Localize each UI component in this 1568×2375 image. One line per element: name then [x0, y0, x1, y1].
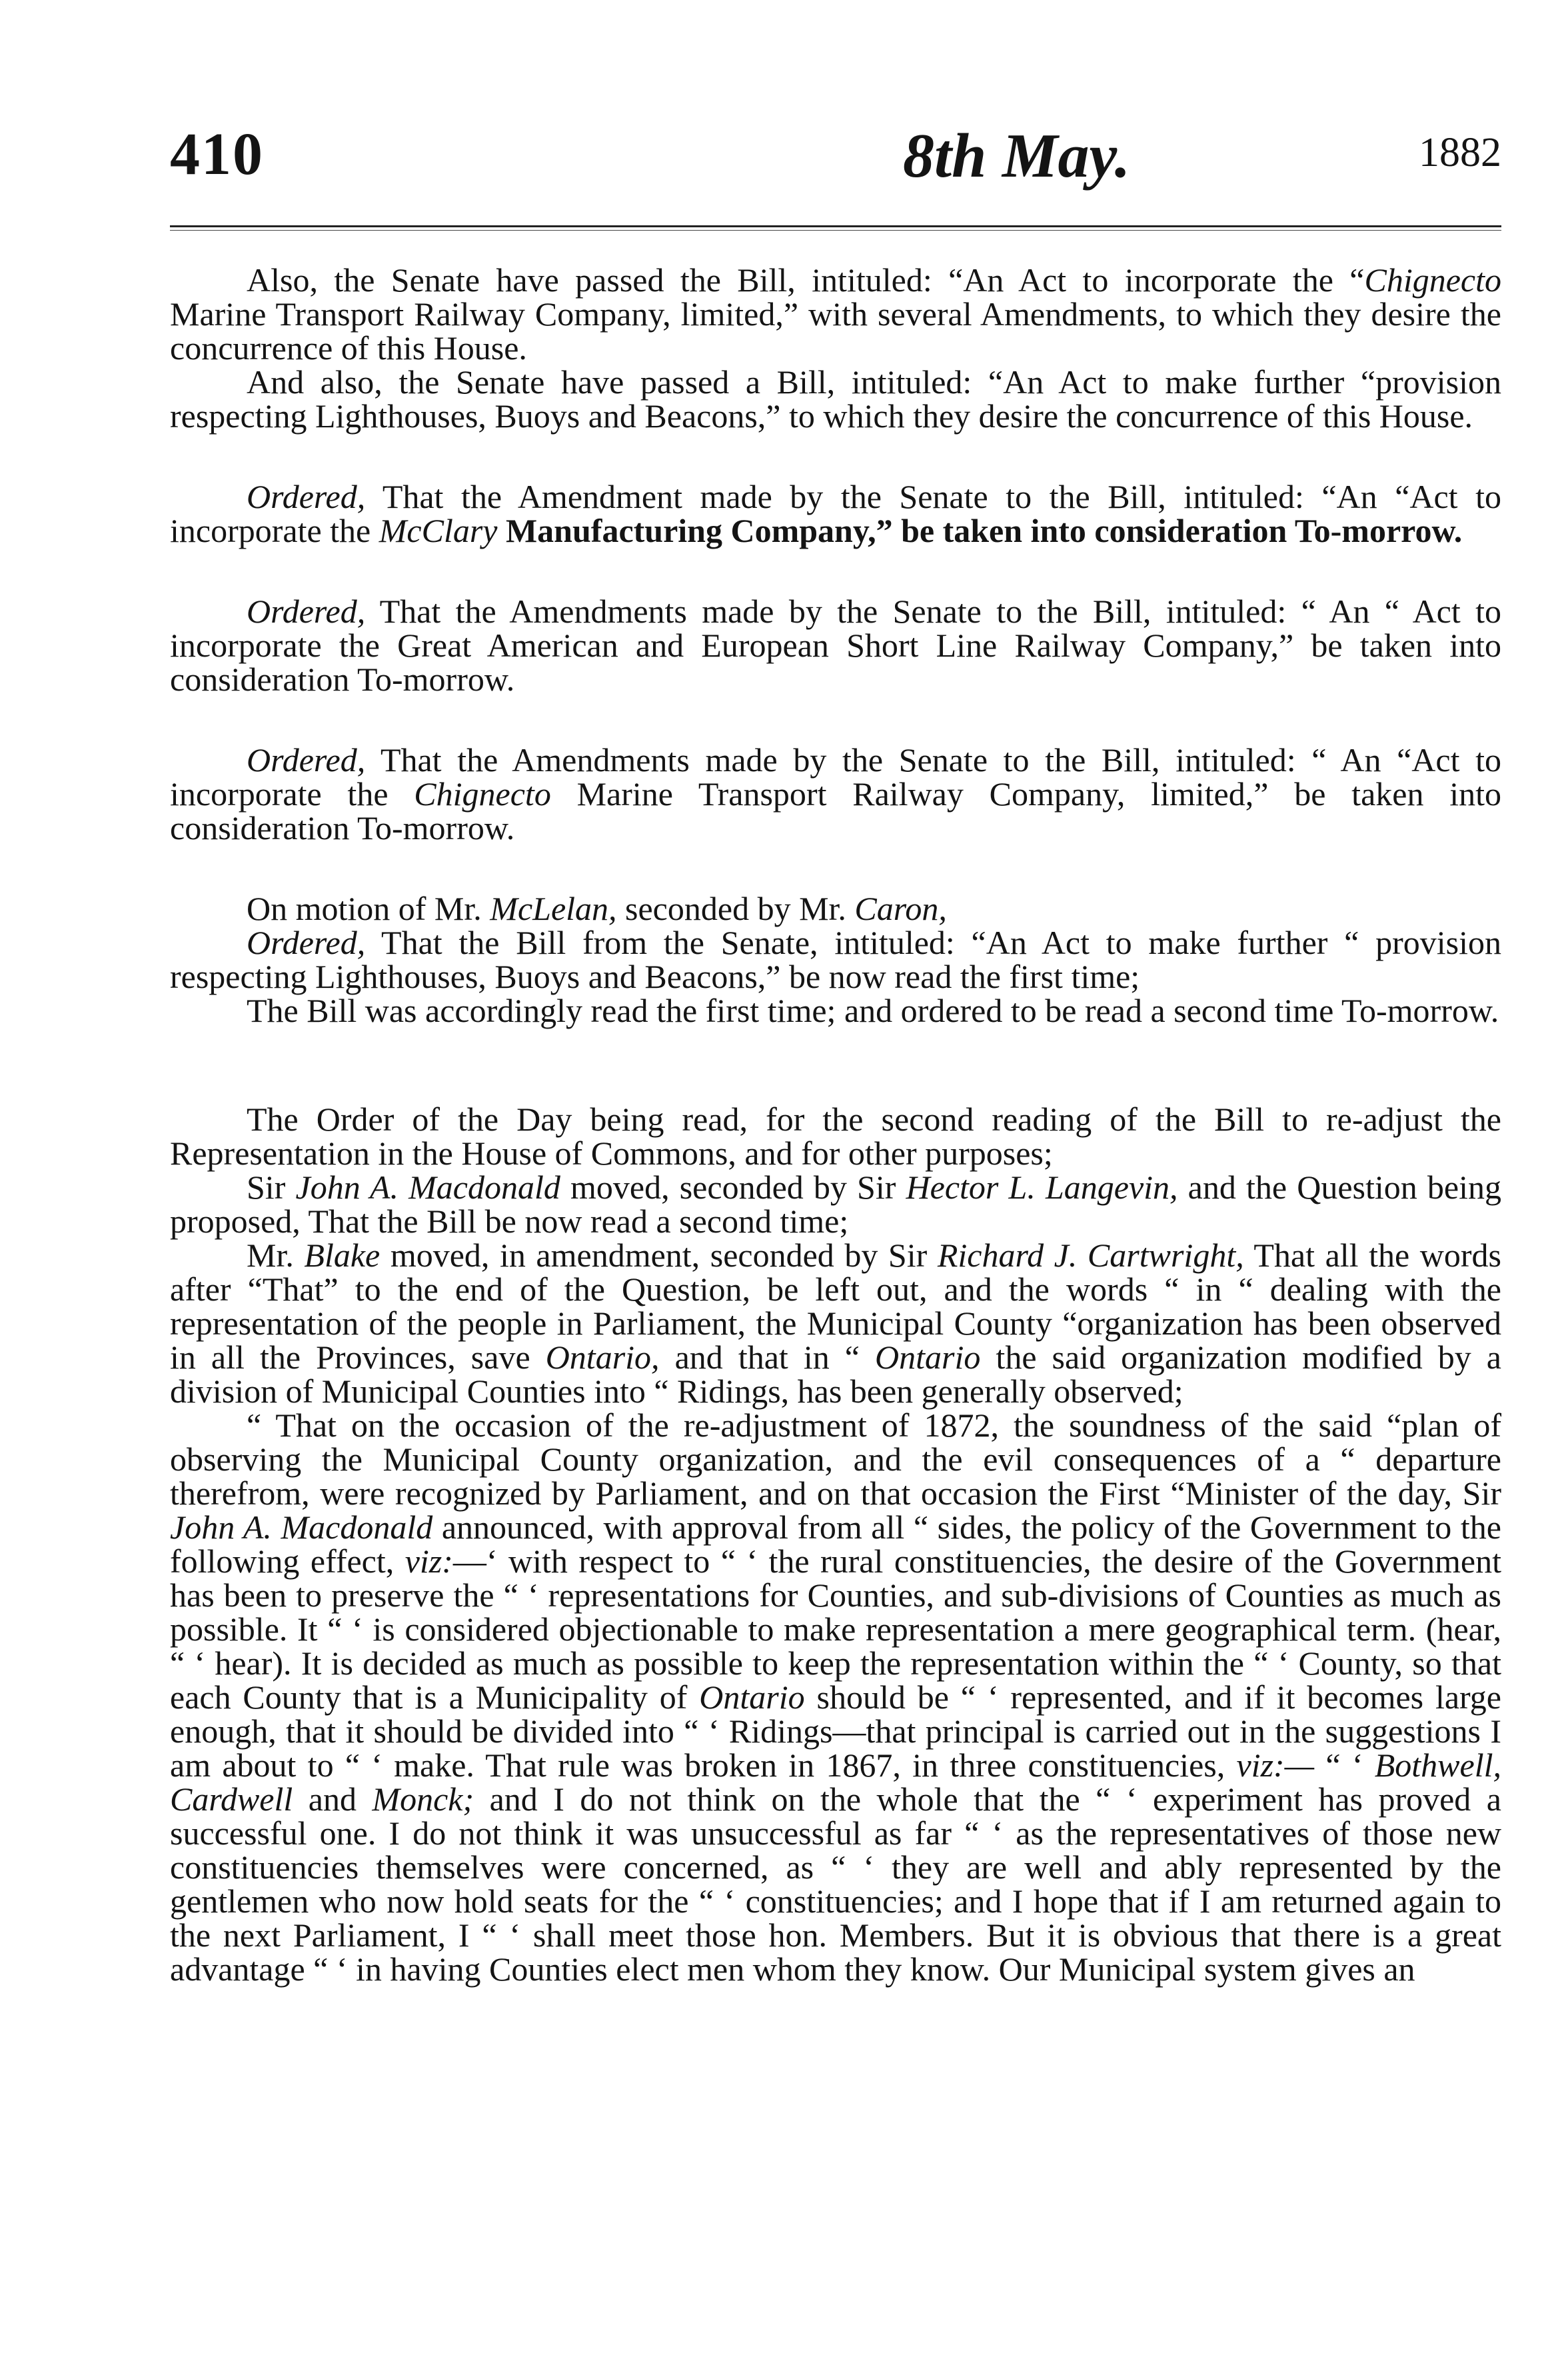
running-header: [170, 120, 1501, 193]
journal-text: [170, 263, 1501, 1986]
blake-amendment-paragraph: Mr. Blake moved, in amendment, seconded by Sir Richard J. Cartwright, That all the words after “That” to the end of the Question, be left out, and the words “ in “ dealing with the representation of the people in Parliament, the Municipal County “organization has been observed in all the Provinces, save Ontario, and that in “ Ontario the said organization modified by a division of Municipal Counties into “ Ridings, has been generally observed;: [170, 1236, 1501, 1410]
page-number: 410: [170, 121, 264, 187]
order-of-day-paragraph: The Order of the Day being read, for the second reading of the Bill to re-adjust the Representation in the House of Commons, and for other purposes;: [170, 1101, 1501, 1172]
header-rule: [170, 225, 1501, 231]
macdonald-motion-paragraph: Sir John A. Macdonald moved, seconded by Sir Hector L. Langevin, and the Question being proposed, That the Bill be now read a second time;: [170, 1169, 1502, 1240]
order-great-american-paragraph: Ordered, That the Amendments made by the Senate to the Bill, intituled: “ An “ Act to incorporate the Great American and European Short Line Railway Company,” be taken into consideration To-morrow.: [170, 593, 1501, 698]
order-mcclary-paragraph: Ordered, That the Amendment made by the Senate to the Bill, intituled: “An “Act to incorporate the McClary Manufacturing Company,” be taken into consideration To-morrow.: [170, 478, 1501, 549]
motion-line: On motion of Mr. McLelan, seconded by Mr. Caron,: [247, 890, 947, 927]
first-reading-result-paragraph: The Bill was accordingly read the first time; and ordered to be read a second time To-morrow.: [247, 992, 1499, 1029]
year: 1882: [1419, 130, 1501, 175]
senate-bill-chignecto-paragraph: Also, the Senate have passed the Bill, intituled: “An Act to incorporate the “Chignecto Marine Transport Railway Company, limited,” with several Amendments, to which they desire the concurrence of this House.: [170, 261, 1501, 367]
senate-bill-lighthouses-paragraph: And also, the Senate have passed a Bill, intituled: “An Act to make further “provision respecting Lighthouses, Buoys and Beacons,” to which they desire the concurrence of this House.: [170, 363, 1501, 435]
readjustment-1872-paragraph: “ That on the occasion of the re-adjustment of 1872, the soundness of the said “plan of observing the Municipal County organization, and the evil consequences of a “ departure therefrom, were recognized by Parliament, and on that occasion the First “Minister of the day, Sir John A. Macdonald announced, with approval from all “ sides, the policy of the Government to the following effect, viz:—‘ with respect to “ ‘ the rural constituencies, the desire of the Government has been to preserve the “ ‘ representations for Counties, and sub-divisions of Counties as much as possible. It “ ‘ is considered objectionable to make representation a mere geographical term. (hear, “ ‘ hear). It is decided as much as possible to keep the representation within the “ ‘ County, so that each County that is a Municipality of Ontario should be “ ‘ represented, and if it becomes large enough, that it should be divided into “ ‘ Ridings—that principal is carried out in the suggestions I am about to “ ‘ make. That rule was broken in 1867, in three constituencies, viz:— “ ‘ Bothwell, Cardwell and Monck; and I do not think on the whole that the “ ‘ experiment has proved a successful one. I do not think it was unsuccessful as far “ ‘ as the representatives of those new constituencies themselves were concerned, as “ ‘ they are well and ably represented by the gentlemen who now hold seats for the “ ‘ constituencies; and I hope that if I am returned again to the next Parliament, I “ ‘ shall meet those hon. Members. But it is obvious that there is a great advantage “ ‘ in having Counties elect men whom they know. Our Municipal system gives an: [170, 1406, 1502, 1988]
date-title: 8th May.: [903, 121, 1131, 191]
order-chignecto-paragraph: Ordered, That the Amendments made by the Senate to the Bill, intituled: “ An “Act to incorporate the Chignecto Marine Transport Railway Company, limited,” be taken into consideration To-morrow.: [170, 741, 1502, 847]
order-first-reading-paragraph: Ordered, That the Bill from the Senate, intituled: “An Act to make further “ provision respecting Lighthouses, Buoys and Beacons,” be now read the first time;: [170, 924, 1501, 995]
